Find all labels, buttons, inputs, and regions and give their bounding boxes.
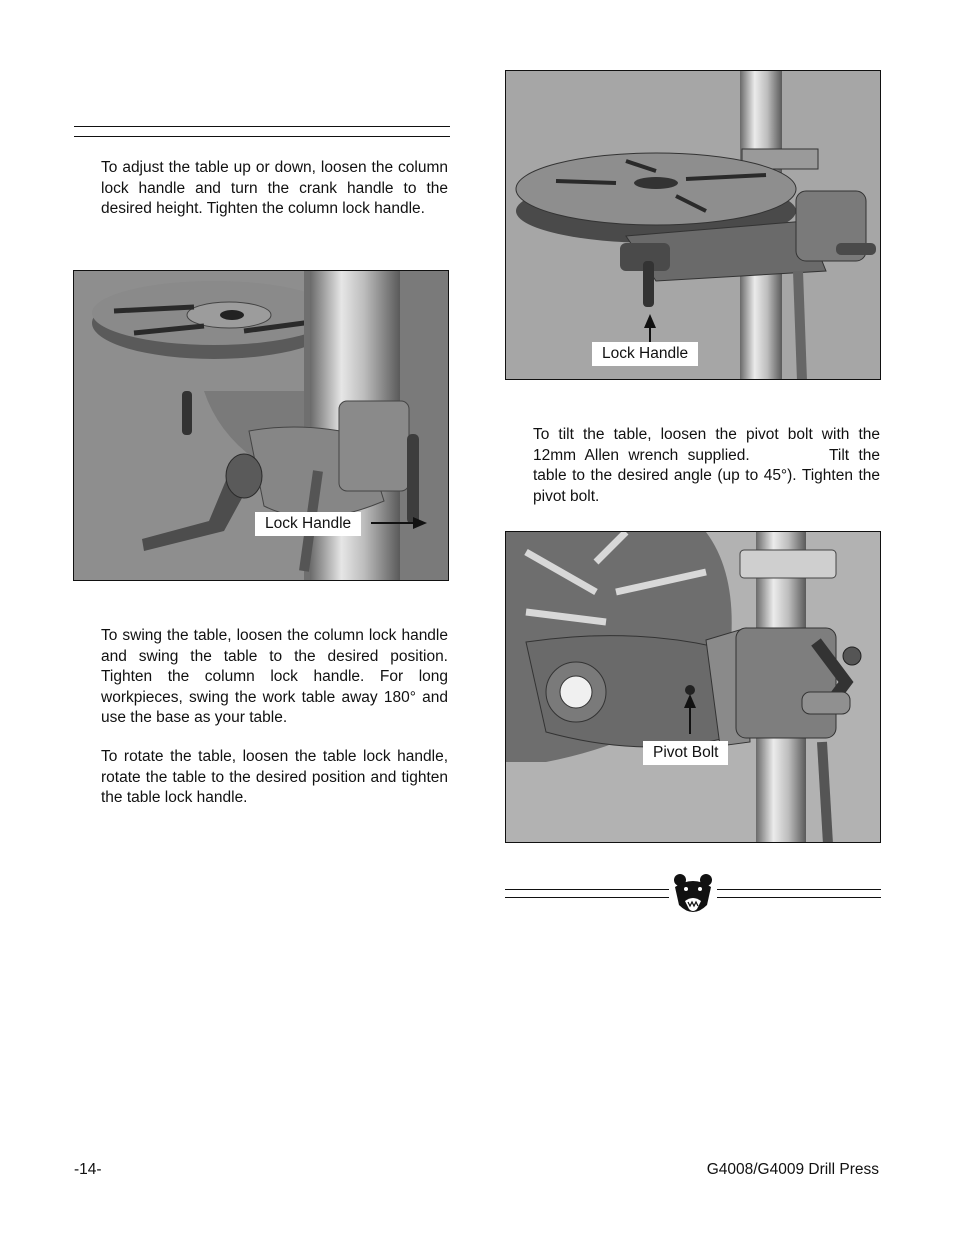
end-rule-left-bottom [505,897,669,898]
bear-logo-icon [671,871,715,917]
figure2-lock-handle-label: Lock Handle [592,342,698,366]
adjust-table-paragraph: To adjust the table up or down, loosen the column lock handle and turn the crank handle to the desired height. Tighten the column lock handle. [101,159,448,217]
table-lock-photo [506,71,881,380]
pivot-bolt-photo [506,532,881,843]
tilt-table-paragraph [533,425,880,507]
figure3-pivot-bolt-label: Pivot Bolt [643,741,728,765]
figure-column-lock-handle [73,270,449,581]
tilt-paragraph-part2: Tilt the table to the desired angle (up to 45°). Tighten the pivot bolt. [533,446,880,505]
figure3-arrow [683,694,697,734]
end-rule-right-top [717,889,881,890]
end-rule-right-bottom [717,897,881,898]
page-number: -14- [74,1161,102,1178]
rotate-table-paragraph: To rotate the table, loosen the table lock handle, rotate the table to the desired position and tighten the table lock handle. [101,748,448,806]
figure-table-lock-handle [505,70,881,380]
section-rule-bottom [74,136,450,137]
end-rule-left-top [505,889,669,890]
manual-title: G4008/G4009 Drill Press [706,1161,879,1178]
tilt-paragraph-part1: To tilt the table, loosen the pivot bolt with the 12mm Allen wrench supplied. [533,426,880,464]
figure1-lock-handle-label: Lock Handle [255,512,361,536]
section-rule-top [74,126,450,127]
swing-table-paragraph: To swing the table, loosen the column lock handle and swing the table to the desired position. Tighten the column lock handle. For long workpieces, swing the work table away 180° and use the base as your table. [101,627,448,726]
figure1-arrow [369,516,429,530]
figure-pivot-bolt [505,531,881,843]
